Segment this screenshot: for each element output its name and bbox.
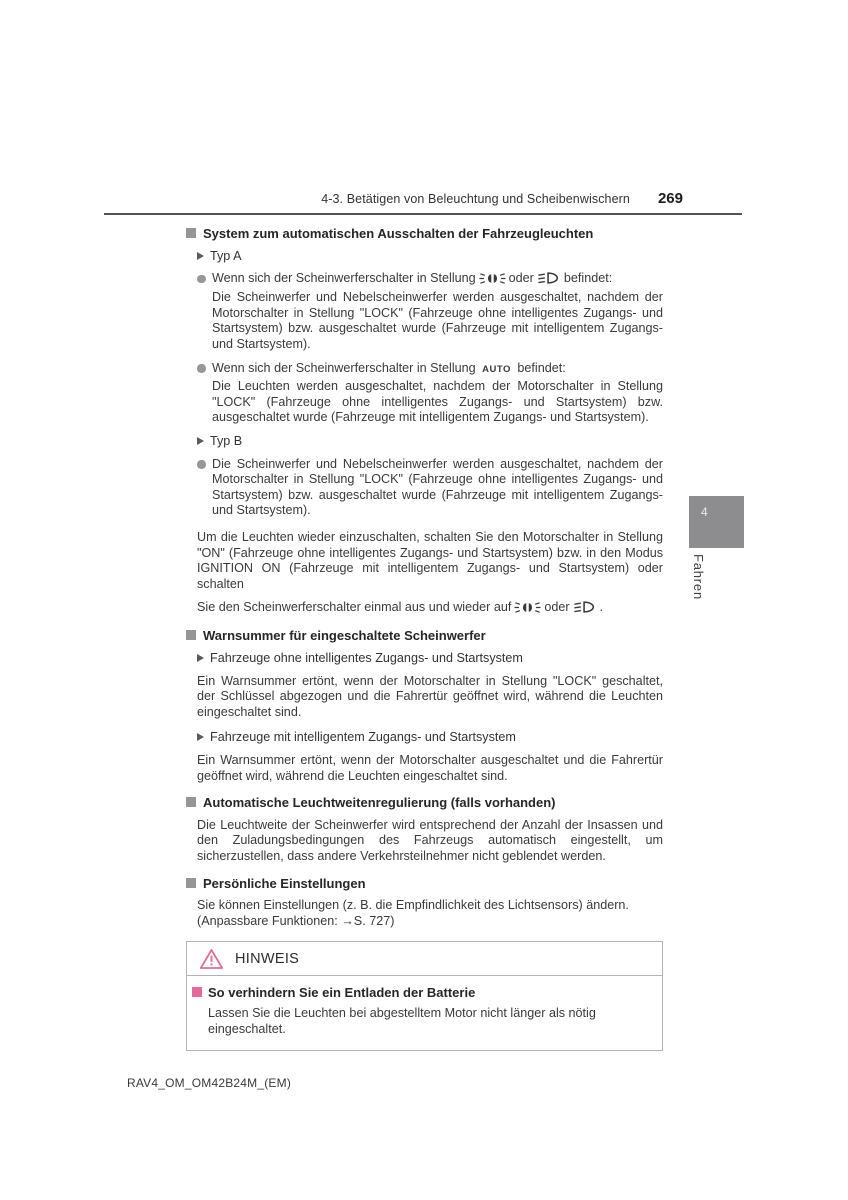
notice-item-heading	[192, 985, 648, 1001]
subsection-label: Fahrzeuge ohne intelligentes Zugangs- und Startsystem	[210, 651, 523, 666]
notice-header	[187, 942, 662, 976]
list-item-lead	[212, 271, 663, 288]
list-item	[186, 271, 663, 352]
triangle-bullet-icon	[197, 654, 204, 662]
lead-text: Sie den Scheinwerferschalter einmal aus und wieder auf	[197, 600, 512, 615]
list-item-lead	[212, 361, 663, 378]
list-item-body: Die Scheinwerfer und Nebelscheinwerfer werden ausgeschaltet, nachdem der Motorschalter in Stellung "LOCK" (Fahrzeuge ohne intelligentes Zugangs- und Startsystem) bzw. ausgeschaltet wurde (Fahrzeuge mit intelligentem Zugangs- und Startsystem).	[212, 456, 663, 518]
notice-title: HINWEIS	[235, 950, 300, 967]
lead-text: Wenn sich der Scheinwerferschalter in Stellung	[212, 360, 476, 375]
notice-item-body: Lassen Sie die Leuchten bei abgestelltem Motor nicht länger als nötig eingeschaltet.	[208, 1005, 596, 1036]
square-bullet-icon	[186, 878, 196, 888]
notice-body	[187, 976, 662, 1050]
section-heading-leveling	[186, 795, 663, 811]
list-item	[186, 361, 663, 426]
paragraph-reactivate-line	[186, 600, 663, 617]
triangle-bullet-icon	[197, 252, 204, 260]
circle-bullet-icon	[197, 364, 206, 373]
paragraph	[186, 898, 663, 929]
paragraph-reactivate: Um die Leuchten wieder einzuschalten, schalten Sie den Motorschalter in Stellung "ON" (Fahrzeuge ohne intelligentes Zugangs- und Startsystem) bzw. in den Modus IGNITION ON (Fahrzeuge mit intelligentem Zugangs- und Startsystem) oder schalten	[197, 530, 663, 591]
chapter-tab	[689, 496, 744, 548]
section-heading-warning-buzzer	[186, 628, 663, 644]
lead-text: .	[599, 600, 604, 615]
square-bullet-icon	[186, 630, 196, 640]
section-heading-label: System zum automatischen Ausschalten der Fahrzeugleuchten	[203, 226, 594, 241]
triangle-bullet-icon	[197, 733, 204, 741]
circle-bullet-icon	[197, 275, 206, 284]
paragraph: Ein Warnsummer ertönt, wenn der Motorschalter in Stellung "LOCK" geschaltet, der Schlüssel abgezogen und die Fahrertür geöffnet wird, während die Leuchten eingeschaltet sind.	[197, 673, 663, 719]
pink-square-bullet-icon	[192, 987, 202, 997]
paragraph: Die Leuchtweite der Scheinwerfer wird entsprechend der Anzahl der Insassen und den Zuladungsbedingungen des Fahrzeugs automatisch eingestellt, um sicherzustellen, dass andere Verkehrsteilnehmer nicht geblendet werden.	[197, 817, 663, 863]
lead-text: befindet:	[517, 360, 566, 375]
section-heading-label: Persönliche Einstellungen	[203, 875, 366, 891]
auto-mode-label: AUTO	[482, 363, 511, 375]
low-beam-icon	[537, 272, 561, 289]
section-heading-personal-settings	[186, 876, 663, 892]
type-a-label-row	[186, 249, 663, 265]
paragraph-line: Sie können Einstellungen (z. B. die Empfindlichkeit des Lichtsensors) ändern.	[197, 898, 629, 913]
document-code: RAV4_OM_OM42B24M_(EM)	[127, 1076, 292, 1090]
page-number: 269	[657, 190, 683, 207]
section-heading-auto-off	[186, 226, 663, 242]
running-header	[105, 190, 683, 207]
list-item-body: Die Scheinwerfer und Nebelscheinwerfer werden ausgeschaltet, nachdem der Motorschalter in Stellung "LOCK" (Fahrzeuge ohne intelligentes Zugangs- und Startsystem) bzw. ausgeschaltet wurde (Fahrzeuge mit intelligentem Zugangs- und Startsystem).	[212, 290, 663, 352]
warning-triangle-icon	[199, 948, 224, 970]
low-beam-icon	[573, 601, 597, 618]
position-lamps-icon	[514, 602, 541, 618]
position-lamps-icon	[479, 273, 506, 289]
triangle-bullet-icon	[197, 437, 204, 445]
section-heading-label: Automatische Leuchtweitenregulierung (falls vorhanden)	[203, 795, 556, 811]
subsection-label-row	[186, 651, 663, 667]
lead-text: oder	[508, 271, 534, 286]
type-b-label: Typ B	[210, 434, 243, 449]
lead-text: befindet:	[563, 271, 613, 286]
subsection-label-row	[186, 730, 663, 746]
subsection-label: Fahrzeuge mit intelligentem Zugangs- und Startsystem	[210, 730, 516, 745]
paragraph: Ein Warnsummer ertönt, wenn der Motorschalter ausgeschaltet und die Fahrertür geöffnet wird, während die Leuchten eingeschaltet sind.	[197, 753, 663, 783]
list-item-body: Die Leuchten werden ausgeschaltet, nachdem der Motorschalter in Stellung "LOCK" (Fahrzeuge ohne intelligentes Zugangs- und Startsystem) bzw. ausgeschaltet wurde (Fahrzeuge mit intelligentem Zugangs- und Startsystem).	[212, 379, 663, 425]
page-reference: (Anpassbare Funktionen: →S. 727)	[197, 913, 395, 928]
type-a-label: Typ A	[210, 248, 242, 263]
header-rule-divider	[104, 213, 742, 215]
list-item	[186, 457, 663, 519]
chapter-tab-number: 4	[701, 505, 708, 519]
page-content	[186, 226, 663, 1051]
running-header-title: 4-3. Betätigen von Beleuchtung und Scheibenwischern	[321, 192, 630, 206]
notice-box	[186, 941, 663, 1051]
notice-item-title: So verhindern Sie ein Entladen der Batterie	[208, 985, 476, 1001]
type-b-label-row	[186, 434, 663, 450]
circle-bullet-icon	[197, 460, 206, 469]
square-bullet-icon	[186, 228, 196, 238]
lead-text: oder	[544, 600, 570, 615]
chapter-label-vertical: Fahren	[691, 554, 706, 600]
section-heading-label: Warnsummer für eingeschaltete Scheinwerfer	[203, 628, 486, 644]
square-bullet-icon	[186, 797, 196, 807]
lead-text: Wenn sich der Scheinwerferschalter in Stellung	[212, 271, 476, 286]
